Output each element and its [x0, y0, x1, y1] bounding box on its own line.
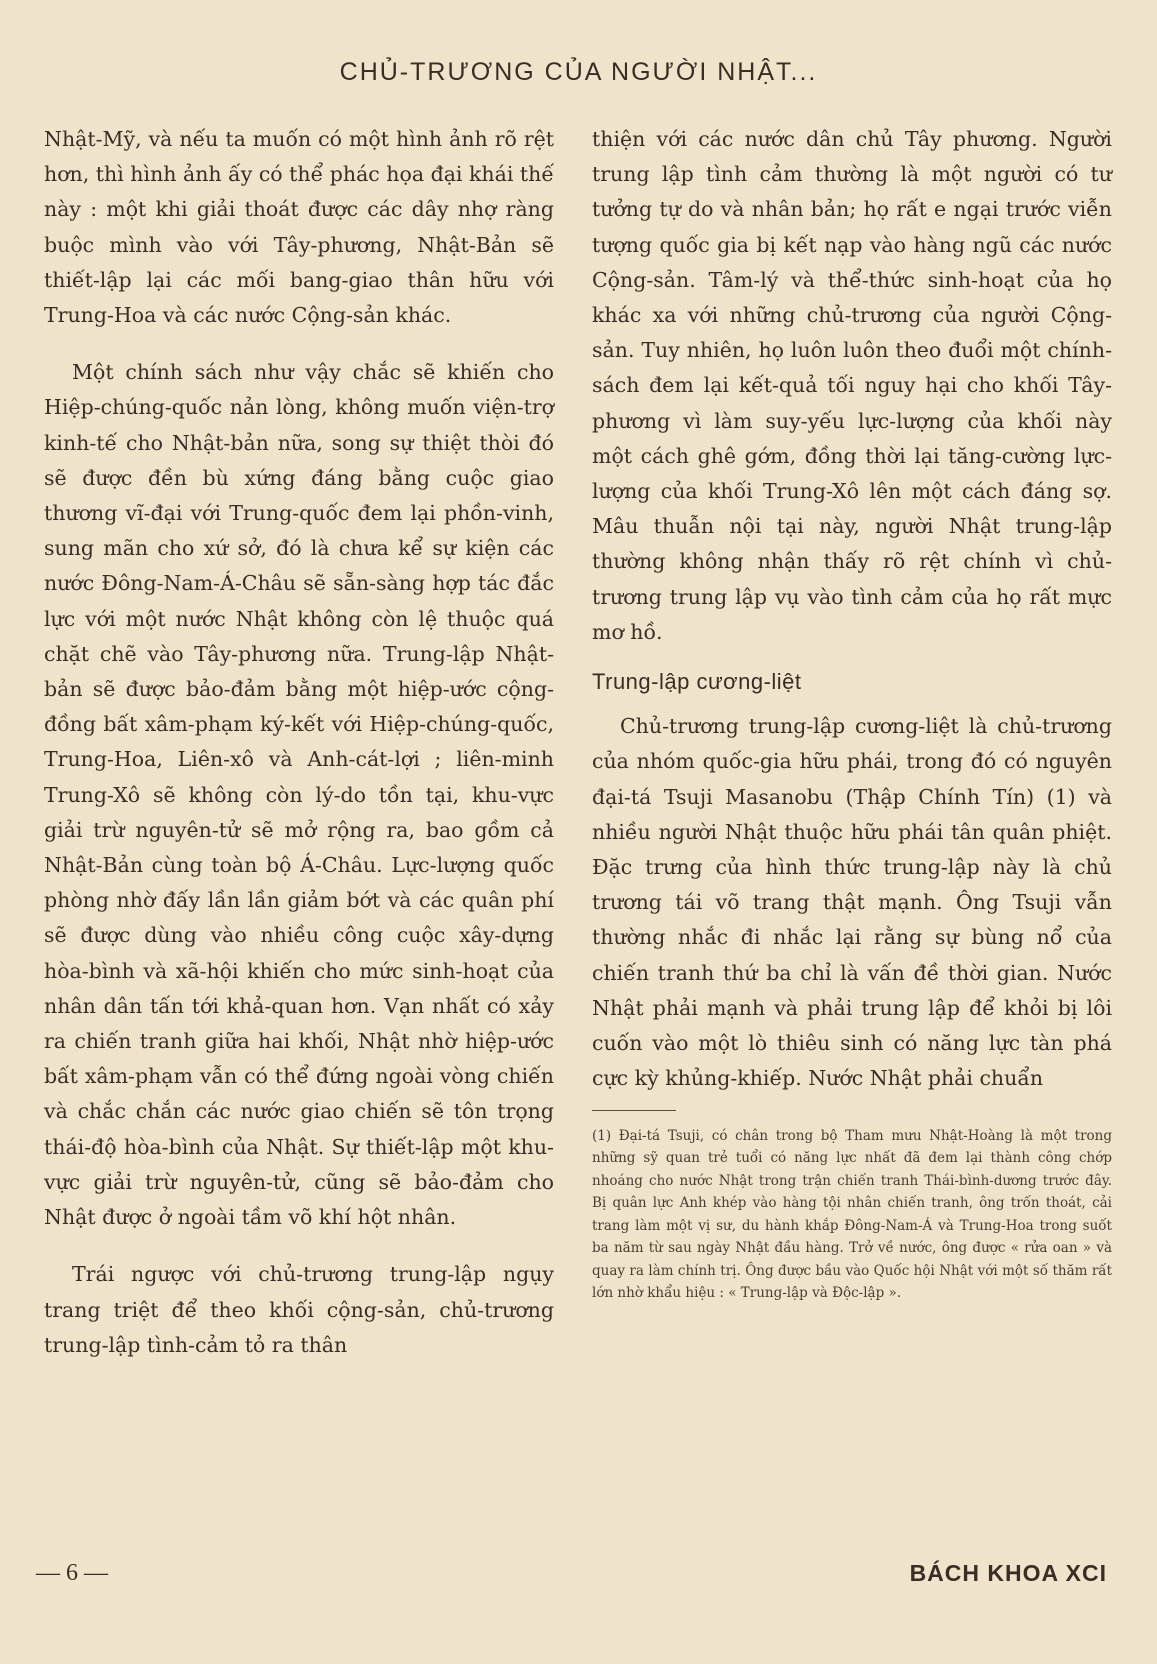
body-paragraph: thiện với các nước dân chủ Tây phương. Người trung lập tình cảm thường là một người có tư tưởng tự do và nhân bản; họ rất e ngại trước viễn tượng quốc gia bị kết nạp vào hàng ngũ các nước Cộng-sản. Tâm-lý và thể-thức sinh-hoạt của họ khác xa với những chủ-trương của người Cộng-sản. Tuy nhiên, họ luôn luôn theo đuổi một chính-sách đem lại kết-quả tối nguy hại cho khối Tây-phương vì làm suy-yếu lực-lượng của khối này một cách ghê gớm, đồng thời lại tăng-cường lực-lượng của khối Trung-Xô lên một cách đáng sợ. Mâu thuẫn nội tại này, người Nhật trung-lập thường không nhận thấy rõ rệt chính vì chủ-trương trung lập vụ vào tình cảm của họ rất mực mơ hồ.	[592, 127, 1112, 644]
body-paragraph: Một chính sách như vậy chắc sẽ khiến cho Hiệp-chúng-quốc nản lòng, không muốn viện-trợ kinh-tế cho Nhật-bản nữa, song sự thiệt thòi đó sẽ được đền bù xứng đáng bằng cuộc giao thương vĩ-đại với Trung-quốc đem lại phồn-vinh, sung mãn cho xứ sở, đó là chưa kể sự kiện các nước Đông-Nam-Á-Châu sẽ sẵn-sàng hợp tác đắc lực với một nước Nhật không còn lệ thuộc quá chặt chẽ vào Tây-phương nữa. Trung-lập Nhật-bản sẽ được bảo-đảm bằng một hiệp-ước cộng-đồng bất xâm-phạm ký-kết với Hiệp-chúng-quốc, Trung-Hoa, Liên-xô và Anh-cát-lợi ; liên-minh Trung-Xô sẽ không còn lý-do tồn tại, khu-vực giải trừ nguyên-tử sẽ mở rộng ra, bao gồm cả Nhật-Bản cùng toàn bộ Á-Châu. Lực-lượng quốc phòng nhờ đấy lần lần giảm bớt và các quân phí sẽ được dùng vào nhiều công cuộc xây-dựng hòa-bình và xã-hội khiến cho mức sinh-hoạt của nhân dân tấn tới khả-quan hơn. Vạn nhất có xảy ra chiến tranh giữa hai khối, Nhật nhờ hiệp-ước bất xâm-phạm vẫn có thể đứng ngoài vòng chiến và chắc chắn các nước giao chiến sẽ tôn trọng thái-độ hòa-bình của Nhật. Sự thiết-lập một khu-vực giải trừ nguyên-tử, cũng sẽ bảo-đảm cho Nhật được ở ngoài tầm võ khí hột nhân.	[44, 360, 554, 1230]
body-paragraph: Nhật-Mỹ, và nếu ta muốn có một hình ảnh rõ rệt hơn, thì hình ảnh ấy có thể phác họa đại khái thế này : một khi giải thoát được các dây nhợ ràng buộc mình vào với Tây-phương, Nhật-Bản sẽ thiết-lập lại các mối bang-giao thân hữu với Trung-Hoa và các nước Cộng-sản khác.	[44, 127, 554, 328]
body-paragraph: Trái ngược với chủ-trương trung-lập ngụy trang triệt để theo khối cộng-sản, chủ-trương trung-lập tình-cảm tỏ ra thân	[44, 1262, 554, 1357]
section-heading: Trung-lập cương-liệt	[592, 669, 802, 695]
page-number: — 6 —	[36, 1560, 108, 1586]
right-column	[592, 122, 1112, 1318]
body-paragraph: Chủ-trương trung-lập cương-liệt là chủ-trương của nhóm quốc-gia hữu phái, trong đó có nguyên đại-tá Tsuji Masanobu (Thập Chính Tín) (1) và nhiều người Nhật thuộc hữu phái tân quân phiệt. Đặc trưng của hình thức trung-lập này là chủ trương tái võ trang thật mạnh. Ông Tsuji vẫn thường nhắc đi nhắc lại rằng sự bùng nổ của chiến tranh thứ ba chỉ là vấn đề thời gian. Nước Nhật phải mạnh và phải trung lập để khỏi bị lôi cuốn vào một lò thiêu sinh có năng lực tàn phá cực kỳ khủng-khiếp. Nước Nhật phải chuẩn	[592, 714, 1112, 1091]
running-title: CHỦ-TRƯƠNG CỦA NGƯỜI NHẬT...	[339, 58, 818, 86]
footnote: (1) Đại-tá Tsuji, có chân trong bộ Tham mưu Nhật-Hoàng là một trong những sỹ quan trẻ tuổi có năng lực nhất đã đem lại thành công chớp nhoáng cho nước Nhật trong trận chiến tranh Thái-bình-dương trước đây. Bị quân lực Anh khép vào hàng tội nhân chiến tranh, ông trốn thoát, cải trang làm một vị sư, du hành khắp Đông-Nam-Á và Trung-Hoa trong suốt ba năm từ sau ngày Nhật đầu hàng. Trở về nước, ông được « rửa oan » và quay ra làm chính trị. Ông được bầu vào Quốc hội Nhật với một số thăm rất lớn nhờ khẩu hiệu : « Trung-lập và Độc-lập ».	[592, 1127, 1112, 1302]
left-column	[44, 122, 554, 1377]
journal-title: BÁCH KHOA XCI	[909, 1560, 1107, 1586]
footnote-divider	[592, 1110, 676, 1111]
